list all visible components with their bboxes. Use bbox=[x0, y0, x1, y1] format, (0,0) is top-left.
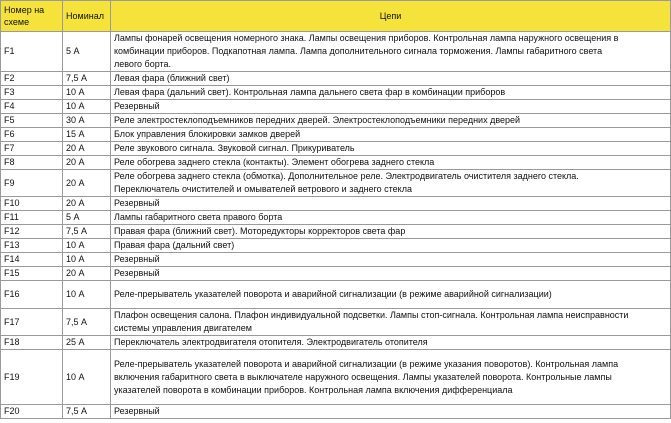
fuse-rating-cell: 10 А bbox=[63, 350, 111, 405]
fuse-circuits-cell: Переключатель электродвигателя отопителя. Электродвигатель отопителя bbox=[111, 336, 671, 350]
table-row bbox=[1, 72, 671, 86]
table-row bbox=[1, 309, 671, 336]
fuse-id-cell: F6 bbox=[1, 128, 63, 142]
fuse-id-cell: F15 bbox=[1, 267, 63, 281]
fuse-id-cell: F16 bbox=[1, 281, 63, 309]
fuse-id-cell: F19 bbox=[1, 350, 63, 405]
fuse-circuits-cell: Лампы габаритного света правого борта bbox=[111, 211, 671, 225]
fuse-circuits-cell: Правая фара (дальний свет) bbox=[111, 239, 671, 253]
fuse-id-cell: F17 bbox=[1, 309, 63, 336]
fuse-circuits-cell: Блок управления блокировки замков дверей bbox=[111, 128, 671, 142]
header-number: Номер на схеме bbox=[1, 1, 63, 32]
fuse-rating-cell: 7,5 А bbox=[63, 225, 111, 239]
table-row bbox=[1, 350, 671, 405]
table-row bbox=[1, 128, 671, 142]
fuse-rating-cell: 20 А bbox=[63, 170, 111, 197]
fuse-rating-cell: 20 А bbox=[63, 142, 111, 156]
fuse-id-cell: F11 bbox=[1, 211, 63, 225]
table-row bbox=[1, 142, 671, 156]
table-row bbox=[1, 170, 671, 197]
table-row bbox=[1, 253, 671, 267]
fuse-circuits-cell: Реле обогрева заднего стекла (обмотка). Дополнительное реле. Электродвигатель очистителя заднего стекла. Переключатель очистителей и омывателей ветрового и заднего стекла bbox=[111, 170, 671, 197]
table-row bbox=[1, 239, 671, 253]
fuse-rating-cell: 10 А bbox=[63, 281, 111, 309]
fuse-id-cell: F1 bbox=[1, 32, 63, 72]
fuse-id-cell: F4 bbox=[1, 100, 63, 114]
fuse-rating-cell: 25 А bbox=[63, 336, 111, 350]
fuse-rating-cell: 10 А bbox=[63, 86, 111, 100]
fuse-circuits-cell: Реле звукового сигнала. Звуковой сигнал. Прикуриватель bbox=[111, 142, 671, 156]
table-body bbox=[1, 32, 671, 419]
table-row bbox=[1, 86, 671, 100]
fuse-id-cell: F2 bbox=[1, 72, 63, 86]
table-row bbox=[1, 100, 671, 114]
fuse-id-cell: F20 bbox=[1, 405, 63, 419]
fuse-rating-cell: 20 А bbox=[63, 156, 111, 170]
header-circuits: Цепи bbox=[111, 1, 671, 32]
fuse-id-cell: F8 bbox=[1, 156, 63, 170]
fuse-circuits-cell: Реле электростеклоподъемников передних дверей. Электростеклоподъемники передних дверей bbox=[111, 114, 671, 128]
fuse-rating-cell: 5 А bbox=[63, 32, 111, 72]
fuse-id-cell: F7 bbox=[1, 142, 63, 156]
fuse-circuits-cell: Резервный bbox=[111, 405, 671, 419]
fuse-circuits-cell: Резервный bbox=[111, 267, 671, 281]
fuse-id-cell: F12 bbox=[1, 225, 63, 239]
table-row bbox=[1, 405, 671, 419]
fuse-rating-cell: 7,5 А bbox=[63, 405, 111, 419]
table-header-row bbox=[1, 1, 671, 32]
table-row bbox=[1, 156, 671, 170]
table-row bbox=[1, 336, 671, 350]
table-row bbox=[1, 32, 671, 72]
fuse-circuits-cell: Реле обогрева заднего стекла (контакты). Элемент обогрева заднего стекла bbox=[111, 156, 671, 170]
fuse-id-cell: F14 bbox=[1, 253, 63, 267]
fuse-rating-cell: 5 А bbox=[63, 211, 111, 225]
fuse-id-cell: F9 bbox=[1, 170, 63, 197]
fuse-circuits-cell: Реле-прерыватель указателей поворота и аварийной сигнализации (в режиме аварийной сигнализации) bbox=[111, 281, 671, 309]
fuse-circuits-cell: Левая фара (дальний свет). Контрольная лампа дальнего света фар в комбинации приборов bbox=[111, 86, 671, 100]
fuse-circuits-cell: Правая фара (ближний свет). Моторедукторы корректоров света фар bbox=[111, 225, 671, 239]
fuse-rating-cell: 10 А bbox=[63, 239, 111, 253]
fuse-rating-cell: 10 А bbox=[63, 253, 111, 267]
fuse-circuits-cell: Левая фара (ближний свет) bbox=[111, 72, 671, 86]
table-row bbox=[1, 281, 671, 309]
fuse-id-cell: F18 bbox=[1, 336, 63, 350]
fuse-circuits-cell: Плафон освещения салона. Плафон индивидуальной подсветки. Лампы стоп-сигнала. Контрольная лампа неисправности системы управления двигателем bbox=[111, 309, 671, 336]
fuse-id-cell: F5 bbox=[1, 114, 63, 128]
table-row bbox=[1, 211, 671, 225]
fuse-rating-cell: 7,5 А bbox=[63, 309, 111, 336]
fuse-circuits-cell: Резервный bbox=[111, 100, 671, 114]
header-rating: Номинал bbox=[63, 1, 111, 32]
fuse-circuits-cell: Лампы фонарей освещения номерного знака. Лампы освещения приборов. Контрольная лампа наружного освещения в комбинации приборов. Подкапотная лампа. Лампа дополнительного сигнала торможения. Лампы габаритного света левого борта. bbox=[111, 32, 671, 72]
fuse-rating-cell: 30 А bbox=[63, 114, 111, 128]
table-row bbox=[1, 267, 671, 281]
table-row bbox=[1, 225, 671, 239]
fuse-rating-cell: 20 А bbox=[63, 267, 111, 281]
table-row bbox=[1, 197, 671, 211]
fuse-circuits-cell: Реле-прерыватель указателей поворота и аварийной сигнализации (в режиме указания поворотов). Контрольная лампа включения габаритного света в выключателе наружного освещения. Лампы указателей поворота. Контрольные лампы указателей поворота в комбинации приборов. Контрольная лампа включения дифференциала bbox=[111, 350, 671, 405]
fuse-circuits-cell: Резервный bbox=[111, 197, 671, 211]
fuse-rating-cell: 15 А bbox=[63, 128, 111, 142]
table-row bbox=[1, 114, 671, 128]
fuse-rating-cell: 20 А bbox=[63, 197, 111, 211]
fuse-id-cell: F13 bbox=[1, 239, 63, 253]
fuse-circuits-cell: Резервный bbox=[111, 253, 671, 267]
fuse-id-cell: F10 bbox=[1, 197, 63, 211]
fuse-rating-cell: 7,5 А bbox=[63, 72, 111, 86]
fuse-id-cell: F3 bbox=[1, 86, 63, 100]
fuse-rating-cell: 10 А bbox=[63, 100, 111, 114]
